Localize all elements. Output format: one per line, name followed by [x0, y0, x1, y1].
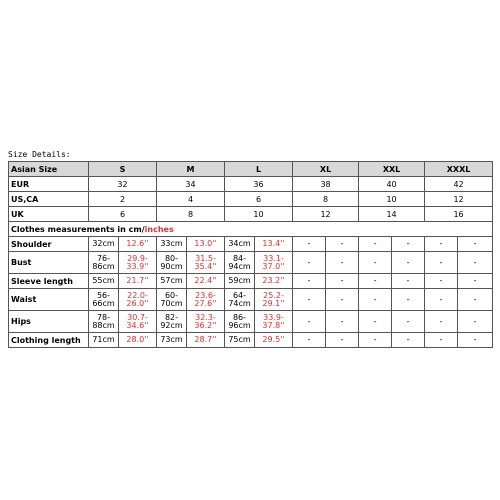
- table-cell: 12: [425, 192, 493, 207]
- size-header-m: M: [157, 162, 225, 177]
- table-cell-empty: -: [326, 237, 359, 252]
- table-cell-cm: 60-70cm: [157, 289, 187, 311]
- table-cell-cm: 75cm: [225, 333, 255, 348]
- table-cell: 8: [157, 207, 225, 222]
- table-cell-empty: -: [359, 311, 392, 333]
- table-cell-inches: 28.7'': [187, 333, 225, 348]
- table-cell-empty: -: [458, 237, 493, 252]
- table-cell-empty: -: [425, 311, 458, 333]
- table-cell: 2: [89, 192, 157, 207]
- size-header-xxxl: XXXL: [425, 162, 493, 177]
- row-label: EUR: [9, 177, 89, 192]
- table-cell-empty: -: [359, 274, 392, 289]
- table-cell-inches: 22.4'': [187, 274, 225, 289]
- table-cell-empty: -: [293, 333, 326, 348]
- table-cell: 10: [225, 207, 293, 222]
- table-cell-empty: -: [359, 252, 392, 274]
- table-cell-cm: 64-74cm: [225, 289, 255, 311]
- table-cell-inches: 33.9-37.8'': [255, 311, 293, 333]
- row-label: Bust: [9, 252, 89, 274]
- size-chart-table: [8, 161, 493, 348]
- table-cell-inches: 13.4'': [255, 237, 293, 252]
- table-cell: 6: [225, 192, 293, 207]
- table-cell-cm: 55cm: [89, 274, 119, 289]
- table-cell-inches: 23.2'': [255, 274, 293, 289]
- table-cell-inches: 28.0'': [119, 333, 157, 348]
- table-cell-inches: 12.6'': [119, 237, 157, 252]
- size-header-row: [9, 162, 493, 177]
- table-cell-empty: -: [425, 237, 458, 252]
- measure-row-sleeve-length: [9, 274, 493, 289]
- section-label-inches: inches: [144, 224, 174, 234]
- table-cell: 14: [359, 207, 425, 222]
- size-header-label: Asian Size: [9, 162, 89, 177]
- table-cell-cm: 86-96cm: [225, 311, 255, 333]
- table-cell-empty: -: [392, 237, 425, 252]
- table-cell-empty: -: [458, 311, 493, 333]
- table-cell-cm: 32cm: [89, 237, 119, 252]
- measure-row-shoulder: [9, 237, 493, 252]
- table-cell: 32: [89, 177, 157, 192]
- table-cell-empty: -: [293, 252, 326, 274]
- row-label: Shoulder: [9, 237, 89, 252]
- size-header-xxl: XXL: [359, 162, 425, 177]
- table-cell-cm: 84-94cm: [225, 252, 255, 274]
- table-cell-empty: -: [458, 274, 493, 289]
- table-cell-inches: 25.2-29.1'': [255, 289, 293, 311]
- table-cell-empty: -: [359, 333, 392, 348]
- row-label: Waist: [9, 289, 89, 311]
- table-cell-inches: 30.7-34.6'': [119, 311, 157, 333]
- table-cell-empty: -: [326, 252, 359, 274]
- table-cell-inches: 29.9-33.9'': [119, 252, 157, 274]
- table-cell: 40: [359, 177, 425, 192]
- measure-row-bust: [9, 252, 493, 274]
- table-cell-empty: -: [425, 333, 458, 348]
- region-row-us-ca: [9, 192, 493, 207]
- table-cell-empty: -: [392, 333, 425, 348]
- table-cell: 36: [225, 177, 293, 192]
- table-cell: 34: [157, 177, 225, 192]
- region-row-uk: [9, 207, 493, 222]
- table-cell: 16: [425, 207, 493, 222]
- table-cell-cm: 80-90cm: [157, 252, 187, 274]
- table-cell-cm: 76-86cm: [89, 252, 119, 274]
- table-cell-cm: 33cm: [157, 237, 187, 252]
- row-label: UK: [9, 207, 89, 222]
- table-cell-empty: -: [392, 311, 425, 333]
- table-cell-inches: 29.5'': [255, 333, 293, 348]
- size-header-l: L: [225, 162, 293, 177]
- section-label-main: Clothes measurements in cm/: [11, 224, 145, 234]
- row-label: Sleeve length: [9, 274, 89, 289]
- table-cell: 4: [157, 192, 225, 207]
- table-cell-cm: 56-66cm: [89, 289, 119, 311]
- table-cell-empty: -: [326, 274, 359, 289]
- table-cell-cm: 34cm: [225, 237, 255, 252]
- row-label: US,CA: [9, 192, 89, 207]
- table-cell-inches: 21.7'': [119, 274, 157, 289]
- measure-row-hips: [9, 311, 493, 333]
- table-cell-empty: -: [392, 252, 425, 274]
- table-cell-empty: -: [392, 274, 425, 289]
- table-cell-empty: -: [293, 274, 326, 289]
- table-cell: 10: [359, 192, 425, 207]
- table-cell-inches: 23.6-27.6'': [187, 289, 225, 311]
- table-cell: 42: [425, 177, 493, 192]
- table-cell-empty: -: [359, 237, 392, 252]
- table-cell-empty: -: [326, 333, 359, 348]
- table-cell: 8: [293, 192, 359, 207]
- table-cell-empty: -: [293, 237, 326, 252]
- measure-row-waist: [9, 289, 493, 311]
- table-cell-empty: -: [425, 274, 458, 289]
- table-cell-cm: 71cm: [89, 333, 119, 348]
- table-cell-empty: -: [359, 289, 392, 311]
- table-cell-cm: 59cm: [225, 274, 255, 289]
- table-cell-cm: 57cm: [157, 274, 187, 289]
- row-label: Clothing length: [9, 333, 89, 348]
- table-cell-empty: -: [458, 289, 493, 311]
- table-cell-empty: -: [293, 311, 326, 333]
- table-cell-empty: -: [425, 289, 458, 311]
- size-header-s: S: [89, 162, 157, 177]
- row-label: Hips: [9, 311, 89, 333]
- table-cell-cm: 82-92cm: [157, 311, 187, 333]
- table-cell-empty: -: [392, 289, 425, 311]
- table-cell-inches: 32.3-36.2'': [187, 311, 225, 333]
- table-cell-empty: -: [326, 289, 359, 311]
- table-cell: 38: [293, 177, 359, 192]
- table-cell: 6: [89, 207, 157, 222]
- table-cell-cm: 78-88cm: [89, 311, 119, 333]
- table-cell-inches: 13.0'': [187, 237, 225, 252]
- size-header-xl: XL: [293, 162, 359, 177]
- table-cell-cm: 73cm: [157, 333, 187, 348]
- table-cell-empty: -: [458, 252, 493, 274]
- size-details-caption: Size Details:: [8, 150, 71, 159]
- table-cell-inches: 31.5-35.4'': [187, 252, 225, 274]
- region-row-eur: [9, 177, 493, 192]
- table-cell-empty: -: [425, 252, 458, 274]
- table-cell: 12: [293, 207, 359, 222]
- table-cell-empty: -: [458, 333, 493, 348]
- measure-row-clothing-length: [9, 333, 493, 348]
- measurements-section-label: [9, 222, 493, 237]
- table-cell-empty: -: [326, 311, 359, 333]
- table-cell-inches: 33.1-37.0'': [255, 252, 293, 274]
- table-cell-inches: 22.0-26.0'': [119, 289, 157, 311]
- measurements-section-row: [9, 222, 493, 237]
- table-cell-empty: -: [293, 289, 326, 311]
